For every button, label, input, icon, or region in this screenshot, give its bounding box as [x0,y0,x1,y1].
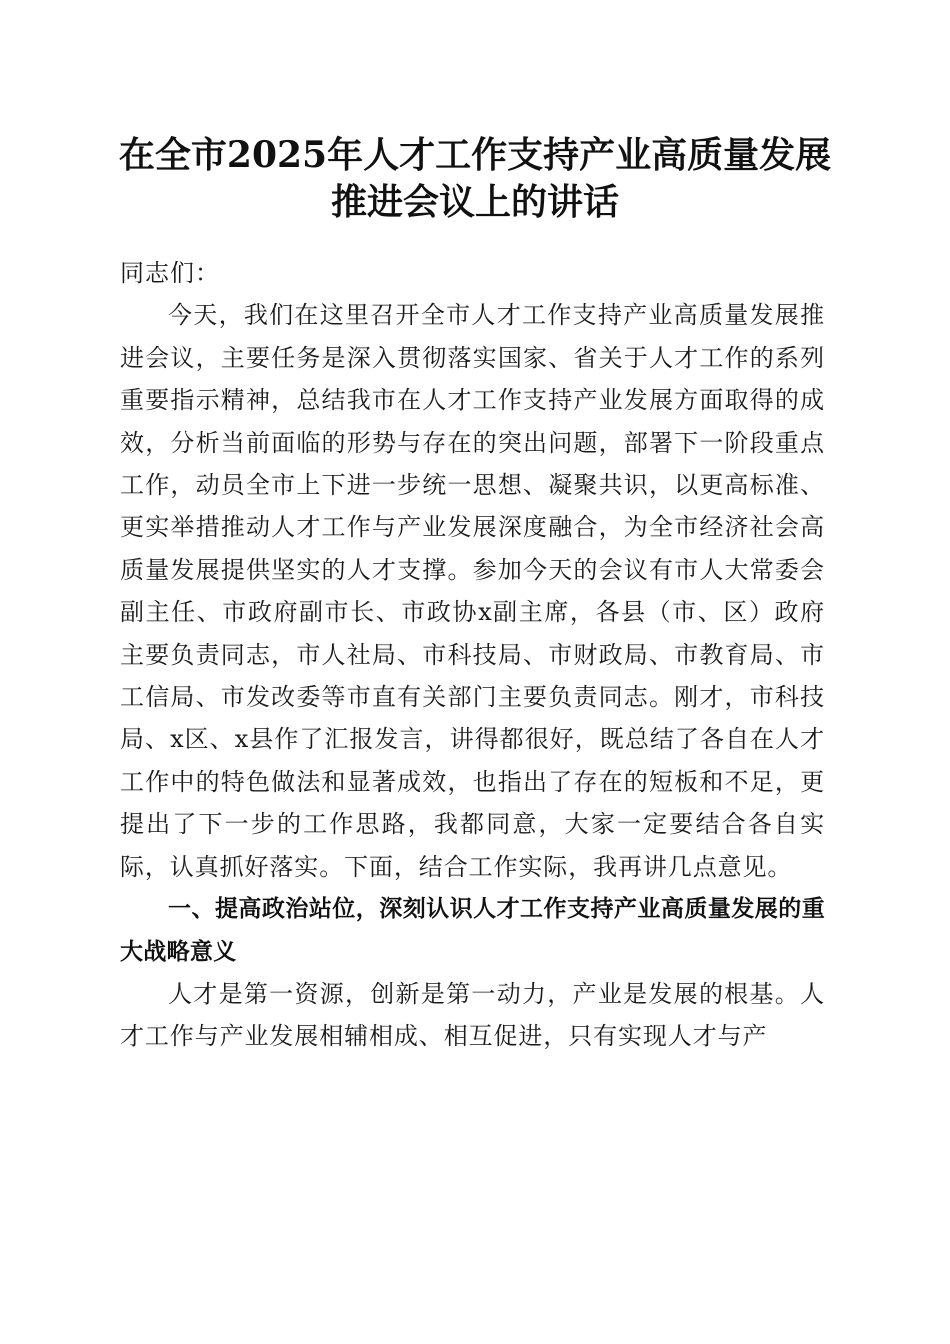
salutation: 同志们： [120,259,220,287]
title-line-1: 在全市2025年人才工作支持产业高质量发展 [118,134,832,176]
document-title [100,132,850,226]
document-body [120,252,825,1058]
opening-paragraph: 今天，我们在这里召开全市人才工作支持产业高质量发展推进会议，主要任务是深入贯彻落实国家、省关于人才工作的系列重要指示精神，总结我市在人才工作支持产业发展方面取得的成效，分析当前面临的形势与存在的突出问题，部署下一阶段重点工作，动员全市上下进一步统一思想、凝聚共识，以更高标准、更实举措推动人才工作与产业发展深度融合，为全市经济社会高质量发展提供坚实的人才支撑。参加今天的会议有市人大常委会副主任、市政府副市长、市政协x副主席，各县（市、区）政府主要负责同志，市人社局、市科技局、市财政局、市教育局、市工信局、市发改委等市直有关部门主要负责同志。刚才，市科技局、x区、x县作了汇报发言，讲得都很好，既总结了各自在人才工作中的特色做法和显著成效，也指出了存在的短板和不足，更提出了下一步的工作思路，我都同意，大家一定要结合各自实际，认真抓好落实。下面，结合工作实际，我再讲几点意见。 [120,301,825,881]
section-1-paragraph: 人才是第一资源，创新是第一动力，产业是发展的根基。人才工作与产业发展相辅相成、相互促进，只有实现人才与产 [120,979,825,1051]
section-heading-1: 一、提高政治站位，深刻认识人才工作支持产业高质量发展的重大战略意义 [120,896,825,965]
title-line-2: 推进会议上的讲话 [330,181,619,223]
